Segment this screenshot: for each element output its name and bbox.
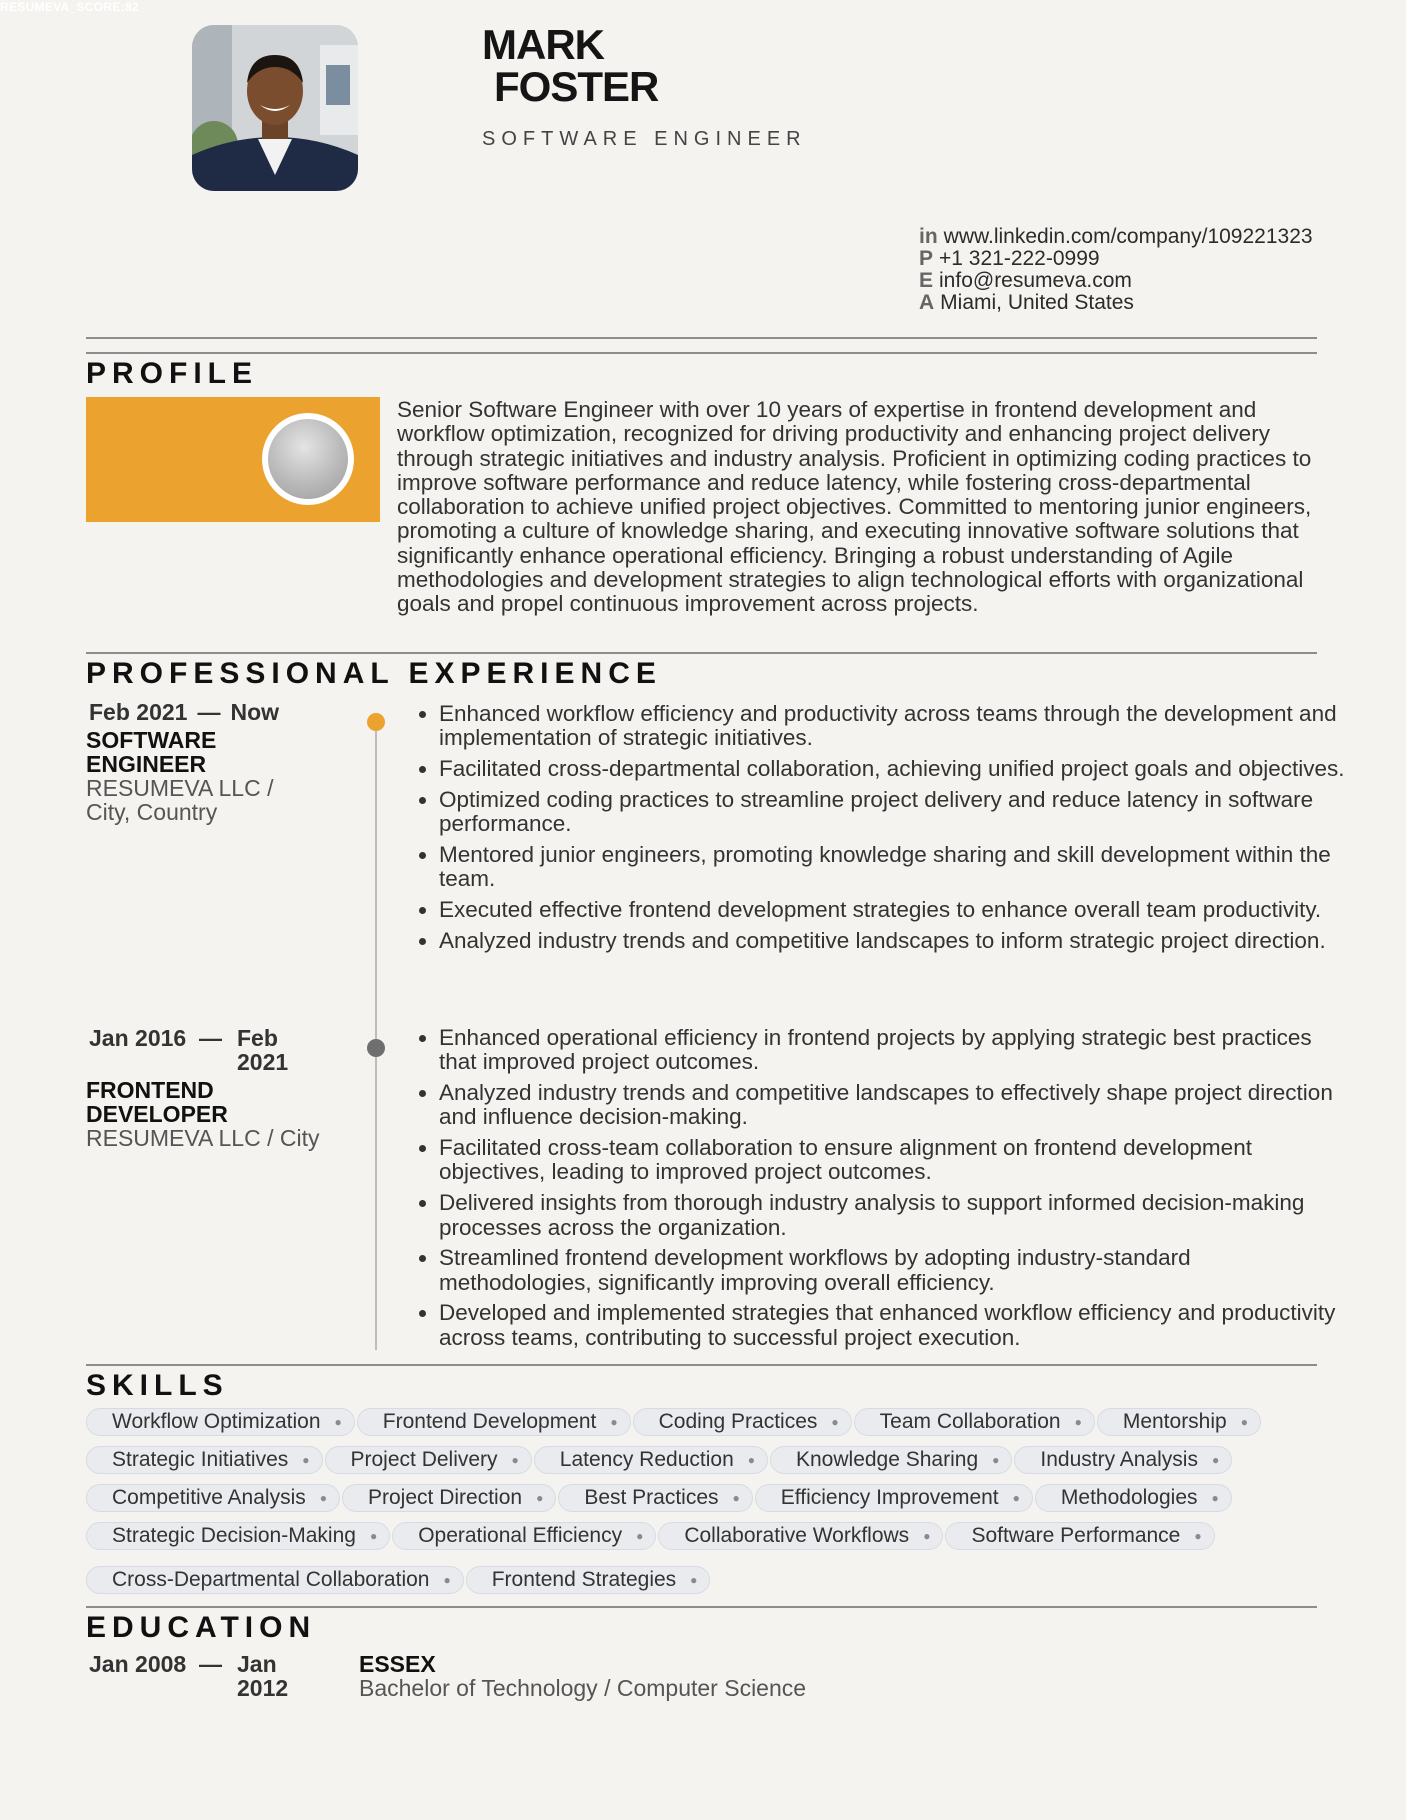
bullet-item: • Delivered insights from thorough industry analysis to support informed decision-making processes across the organization. <box>439 1191 1349 1240</box>
skill-chip: Mentorship ● <box>1097 1408 1261 1436</box>
job-start-date: Jan 2016 <box>89 1025 187 1051</box>
skill-chip: Latency Reduction ● <box>534 1446 768 1474</box>
skill-chip: Collaborative Workflows ● <box>658 1522 943 1550</box>
job-dates <box>89 700 356 724</box>
bullet-item: • Streamlined frontend development workflows by adopting industry-standard methodologies, significantly improving overall efficiency. <box>439 1246 1349 1295</box>
phone-value[interactable]: +1 321-222-0999 <box>939 247 1100 270</box>
contact-email <box>919 270 1313 292</box>
date-dash: — <box>199 1651 222 1677</box>
job-end-date: Feb 2021 <box>237 1025 289 1075</box>
skill-chip: Project Delivery ● <box>325 1446 532 1474</box>
divider <box>86 1364 1317 1366</box>
education-dates <box>89 1652 307 1700</box>
date-dash: — <box>197 699 221 725</box>
divider <box>86 352 1317 354</box>
bullet-item: • Facilitated cross-team collaboration to ensure alignment on frontend development objectives, leading to improved project outcomes. <box>439 1136 1349 1185</box>
bullet-item: • Analyzed industry trends and competitive landscapes to inform strategic project direction. <box>439 929 1349 953</box>
experience-heading: PROFESSIONAL EXPERIENCE <box>86 657 662 690</box>
linkedin-label: in <box>919 225 938 248</box>
bullet-item: • Executed effective frontend development strategies to enhance overall team productivity. <box>439 898 1349 922</box>
skill-chip: Workflow Optimization ● <box>86 1408 355 1436</box>
timeline-dot-current <box>367 713 385 731</box>
skill-chip: Efficiency Improvement ● <box>755 1484 1033 1512</box>
skill-chip: Project Direction ● <box>342 1484 556 1512</box>
skill-chip: Software Performance ● <box>945 1522 1214 1550</box>
bullet-item: • Enhanced workflow efficiency and productivity across teams through the development and implementation of strategic initiatives. <box>439 702 1349 751</box>
skills-row <box>86 1522 1326 1550</box>
job-start-date: Feb 2021 <box>89 699 188 725</box>
education-end-date: Jan 2012 <box>237 1651 289 1701</box>
education-degree: Bachelor of Technology / Computer Science <box>359 1675 807 1701</box>
bullet-item: • Optimized coding practices to streamline project delivery and reduce latency in software performance. <box>439 788 1349 837</box>
skill-chip: Strategic Decision-Making ● <box>86 1522 390 1550</box>
skill-chip: Strategic Initiatives ● <box>86 1446 323 1474</box>
skills-row <box>86 1446 1326 1474</box>
skill-chip: Methodologies ● <box>1035 1484 1232 1512</box>
email-link[interactable]: info@resumeva.com <box>939 269 1132 292</box>
timeline-line <box>375 716 377 1350</box>
skills-row <box>86 1566 1326 1594</box>
education-heading: EDUCATION <box>86 1611 317 1644</box>
skills-row <box>86 1484 1326 1512</box>
skill-chip: Coding Practices ● <box>633 1408 852 1436</box>
skill-chip: Best Practices ● <box>558 1484 752 1512</box>
job-role: FRONTEND DEVELOPER <box>86 1077 228 1127</box>
bullet-item: • Mentored junior engineers, promoting knowledge sharing and skill development within the team. <box>439 843 1349 892</box>
first-name: MARK <box>482 21 604 68</box>
address-value: Miami, United States <box>940 291 1134 314</box>
skill-chip: Frontend Development ● <box>357 1408 631 1436</box>
skill-chip: Knowledge Sharing ● <box>770 1446 1012 1474</box>
job-end-date: Now <box>230 699 280 725</box>
profile-photo <box>192 25 358 191</box>
email-label: E <box>919 269 934 292</box>
skill-chip: Frontend Strategies ● <box>466 1566 711 1594</box>
skill-chip: Cross-Departmental Collaboration ● <box>86 1566 464 1594</box>
date-dash: — <box>199 1025 222 1051</box>
job-role: SOFTWARE ENGINEER <box>86 727 217 777</box>
job-bullets <box>412 702 1349 960</box>
skills-list <box>86 1408 1326 1604</box>
profile-banner <box>86 397 380 522</box>
watermark: RESUMEVA_SCORE:82 <box>0 0 139 14</box>
skills-heading: SKILLS <box>86 1369 229 1402</box>
linkedin-link[interactable]: www.linkedin.com/company/109221323 <box>943 225 1313 248</box>
job-entry <box>86 700 356 824</box>
skill-chip: Team Collaboration ● <box>854 1408 1095 1436</box>
bullet-item: • Facilitated cross-departmental collaboration, achieving unified project goals and objectives. <box>439 757 1349 781</box>
divider <box>86 337 1317 339</box>
last-name: FOSTER <box>494 63 659 110</box>
education-school: ESSEX <box>359 1651 436 1677</box>
contact-phone <box>919 248 1313 270</box>
job-company: RESUMEVA LLC / City, Country <box>86 775 274 825</box>
phone-label: P <box>919 247 934 270</box>
job-entry <box>86 1026 356 1150</box>
banner-circle-icon <box>262 413 354 505</box>
contact-linkedin <box>919 226 1313 248</box>
contact-address <box>919 292 1313 314</box>
contact-info <box>919 226 1313 314</box>
profile-heading: PROFILE <box>86 357 259 390</box>
bullet-item: • Analyzed industry trends and competitive landscapes to effectively shape project direction and influence decision-making. <box>439 1081 1349 1130</box>
address-label: A <box>919 291 935 314</box>
job-title: SOFTWARE ENGINEER <box>482 128 807 150</box>
skill-chip: Industry Analysis ● <box>1014 1446 1232 1474</box>
job-dates <box>89 1026 356 1074</box>
timeline-dot-past <box>367 1039 385 1057</box>
job-bullets <box>412 1026 1349 1357</box>
divider <box>86 1606 1317 1608</box>
job-company: RESUMEVA LLC / City <box>86 1125 320 1151</box>
profile-summary: Senior Software Engineer with over 10 years of expertise in frontend development and workflow optimization, recognized for driving productivity and enhancing project delivery through strategic initiatives and industry analysis. Proficient in optimizing coding practices to improve software performance and reduce latency, while fostering cross-departmental collaboration to achieve unified project objectives. Committed to mentoring junior engineers, promoting a culture of knowledge sharing, and executing innovative software solutions that significantly enhance operational efficiency. Bringing a robust understanding of Agile methodologies and development strategies to align technological efforts with organizational goals and propel continuous improvement across projects. <box>397 397 1312 617</box>
candidate-name <box>482 21 659 110</box>
skills-row <box>86 1408 1326 1436</box>
education-start-date: Jan 2008 <box>89 1651 187 1677</box>
skill-chip: Competitive Analysis ● <box>86 1484 340 1512</box>
skill-chip: Operational Efficiency ● <box>392 1522 656 1550</box>
divider <box>86 652 1317 654</box>
bullet-item: • Developed and implemented strategies that enhanced workflow efficiency and productivity across teams, contributing to successful project execution. <box>439 1301 1349 1350</box>
bullet-item: • Enhanced operational efficiency in frontend projects by applying strategic best practices that improved project outcomes. <box>439 1026 1349 1075</box>
